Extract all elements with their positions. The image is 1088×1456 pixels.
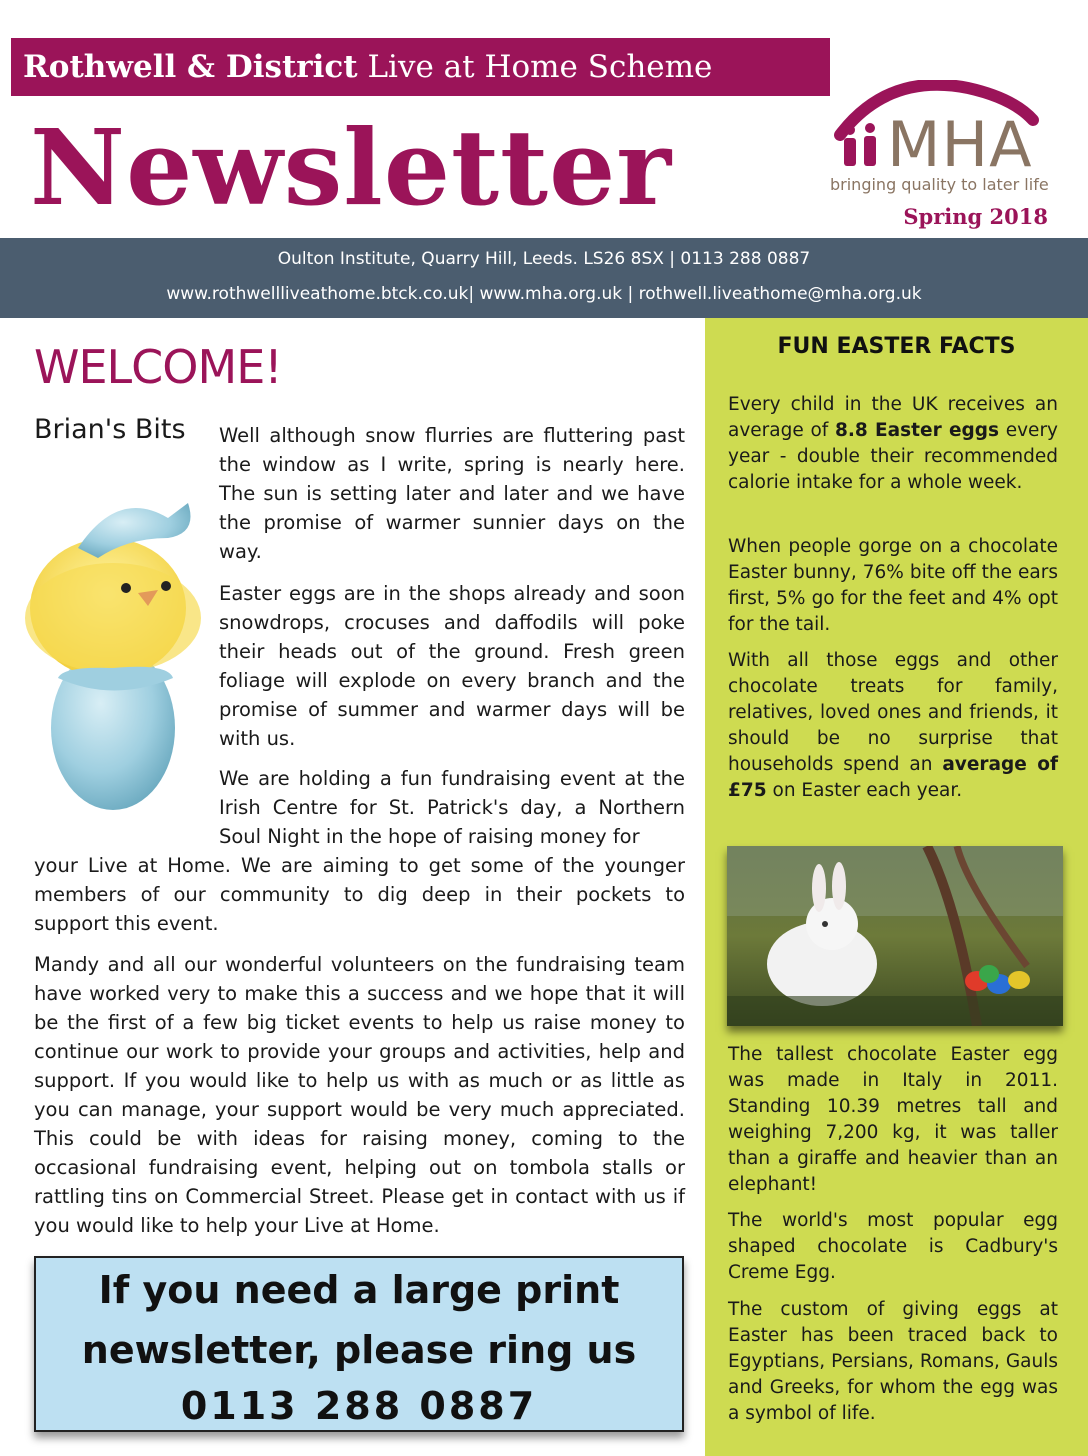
event-paragraph: We are holding a fun fundraising event at the Irish Centre for St. Patrick's day, a Northern Soul Night in the hope of raising money for	[219, 767, 685, 848]
masthead-title: Newsletter	[30, 106, 673, 229]
issue-date: Spring 2018	[903, 204, 1048, 229]
logo-text: MHA	[887, 108, 1033, 181]
notice-line-1: If you need a large print	[98, 1268, 620, 1312]
scheme-name: Rothwell & District	[23, 49, 358, 85]
welcome-heading: WELCOME!	[34, 340, 282, 394]
fact-spending: With all those eggs and other chocolate treats for family, relatives, loved ones and friends, it should be no surprise that households spend an average of £75 on Easter each year.	[728, 650, 1059, 801]
sidebar-title: FUN EASTER FACTS	[777, 334, 1016, 359]
notice-line-2: newsletter, please ring us	[81, 1328, 637, 1372]
scheme-banner	[11, 38, 830, 96]
intro-paragraph: Well although snow flurries are fluttering past the window as I write, spring is nearly here. The sun is setting later and later and we have the promise of warmer sunnier days on the way.	[219, 424, 685, 563]
scheme-subtitle: Live at Home Scheme	[367, 49, 713, 85]
fact-tallest-egg: The tallest chocolate Easter egg was made in Italy in 2011. Standing 10.39 metres tall and weighing 7,200 kg, it was taller than a giraffe and heavier than an elephant!	[728, 1044, 1058, 1195]
contact-address: Oulton Institute, Quarry Hill, Leeds. LS26 8SX | 0113 288 0887	[277, 249, 811, 269]
contact-bar	[0, 238, 1088, 318]
event-paragraph-continued: your Live at Home. We are aiming to get some of the younger members of our community to dig deep in their pockets to support this event.	[34, 854, 685, 935]
easter-facts-sidebar	[705, 318, 1088, 1456]
fact-creme-egg: The world's most popular egg shaped chocolate is Cadbury's Creme Egg.	[728, 1210, 1058, 1283]
volunteers-paragraph: Mandy and all our wonderful volunteers on the fundraising team have worked very to make this a success and we hope that it will be the first of a few big ticket events to help us raise money to continue our work to provide your groups and activities, help and support. If you would like to help us with as much or as little as you can manage, your support would be very much appreciated. This could be with ideas for raising money, coming to the occasional fundraising event, helping out on tombola stalls or rattling tins on Commercial Street. Please get in contact with us if you would like to help your Live at Home.	[34, 953, 685, 1237]
rabbit-with-eggs-image	[727, 846, 1063, 1026]
easter-paragraph: Easter eggs are in the shops already and soon snowdrops, crocuses and daffodils will poke their heads out of the ground. Fresh green foliage will explode on every branch and the promise of summer and warmer days will be with us.	[219, 582, 685, 750]
large-print-notice	[34, 1256, 684, 1432]
notice-phone: 0113 288 0887	[180, 1384, 538, 1428]
contact-web[interactable]: www.rothwellliveathome.btck.co.uk| www.mha.org.uk | rothwell.liveathome@mha.org.uk	[166, 284, 922, 304]
fact-eggs: Every child in the UK receives an average of 8.8 Easter eggs every year - double their recommended calorie intake for a whole week.	[728, 394, 1058, 493]
section-title: Brian's Bits	[34, 414, 186, 445]
figure-icon-large	[845, 125, 855, 135]
fact-bunny: When people gorge on a chocolate Easter bunny, 76% bite off the ears first, 5% go for the feet and 4% opt for the tail.	[728, 536, 1058, 635]
chick-in-egg-image	[18, 478, 218, 818]
logo-tagline: bringing quality to later life	[830, 175, 1049, 194]
fact-custom: The custom of giving eggs at Easter has been traced back to Egyptians, Persians, Romans, Gauls and Greeks, for whom the egg was a symbol of life.	[728, 1299, 1058, 1424]
figure-icon-small	[865, 123, 875, 133]
